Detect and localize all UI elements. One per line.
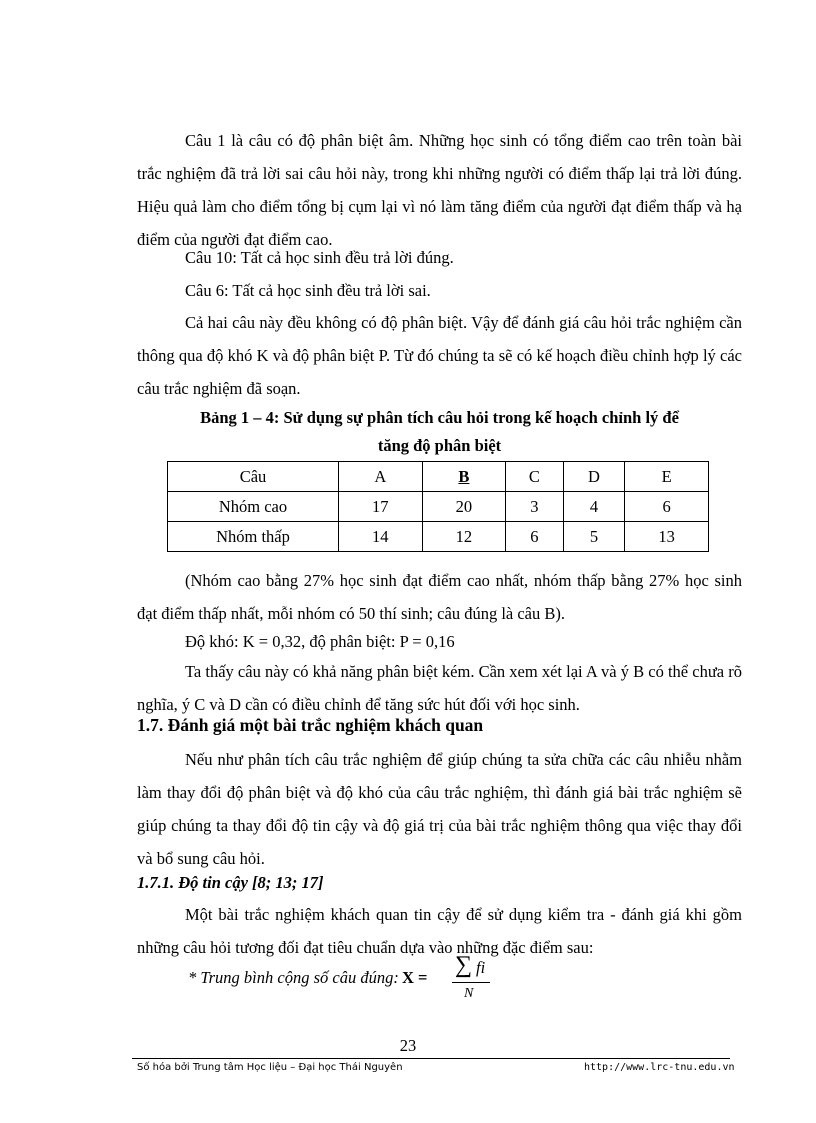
table-caption-line-1: Bảng 1 – 4: Sử dụng sự phân tích câu hỏi trong kế hoạch chỉnh lý để [200,408,679,427]
paragraph-difficulty-indices: Độ khó: K = 0,32, độ phân biệt: P = 0,16 [185,632,455,651]
formula-label: * Trung bình cộng số câu đúng: [188,968,399,987]
table-cell: 13 [625,522,709,552]
paragraph-question-6: Câu 6: Tất cả học sinh đều trả lời sai. [185,281,431,300]
table-header-cell: D [563,462,625,492]
footer-divider [132,1058,730,1059]
footer-source: Số hóa bởi Trung tâm Học liệu – Đại học Thái Nguyên [137,1062,403,1073]
paragraph-question-10: Câu 10: Tất cả học sinh đều trả lời đúng. [185,248,454,267]
table-row [168,522,709,552]
formula-numerator: fi [476,958,486,977]
table-cell: 4 [563,492,625,522]
table-header-cell-correct-answer [422,462,506,492]
table-header-cell: C [506,462,563,492]
table-cell: Nhóm thấp [168,522,339,552]
formula-lhs: X = [402,968,428,987]
subsection-heading: 1.7.1. Độ tin cậy [8; 13; 17] [137,873,324,892]
section-heading: 1.7. Đánh giá một bài trắc nghiệm khách quan [137,715,484,735]
sigma-symbol: ∑ [455,952,473,978]
table-cell: Nhóm cao [168,492,339,522]
correct-answer-label: B [458,466,470,486]
footer-url: http://www.lrc-tnu.edu.vn [584,1062,735,1073]
table-cell: 14 [339,522,423,552]
paragraph-subsection-body: Một bài trắc nghiệm khách quan tin cậy để sử dụng kiểm tra - đánh giá khi gồm những câu hỏi tương đối đạt tiêu chuẩn dựa vào những đặc điểm sau: [137,905,742,957]
table-cell: 6 [625,492,709,522]
table-caption-line-2: tăng độ phân biệt [377,436,502,455]
paragraph-group-note: (Nhóm cao bằng 27% học sinh đạt điểm cao nhất, nhóm thấp bằng 27% học sinh đạt điểm thấp nhất, mỗi nhóm có 50 thí sinh; câu đúng là câu B). [137,571,742,623]
table-header-cell: E [625,462,709,492]
table-cell: 5 [563,522,625,552]
table-cell: 3 [506,492,563,522]
table-header-cell: Câu [168,462,339,492]
table-cell: 20 [422,492,506,522]
mean-formula [188,952,518,1018]
table-row [168,492,709,522]
paragraph-question-1: Câu 1 là câu có độ phân biệt âm. Những học sinh có tổng điểm cao trên toàn bài trắc nghiệm đã trả lời sai câu hỏi này, trong khi những người có điểm thấp lại trả lời đúng. Hiệu quả làm cho điểm tổng bị cụm lại vì nó làm tăng điểm của người đạt điểm thấp và hạ điểm của người đạt điểm cao. [137,131,742,249]
item-analysis-table [167,461,709,552]
paragraph-no-discrimination: Cả hai câu này đều không có độ phân biệt. Vậy để đánh giá câu hỏi trắc nghiệm cần thông qua độ khó K và độ phân biệt P. Từ đó chúng ta sẽ có kế hoạch điều chỉnh hợp lý các câu trắc nghiệm đã soạn. [137,313,742,398]
table-cell: 12 [422,522,506,552]
page-number: 23 [399,1036,417,1055]
table-header-cell: A [339,462,423,492]
formula-denominator: N [464,986,474,1001]
fraction-bar [452,982,490,983]
table-cell: 17 [339,492,423,522]
table-cell: 6 [506,522,563,552]
paragraph-section-body: Nếu như phân tích câu trắc nghiệm để giúp chúng ta sửa chữa các câu nhiễu nhằm làm thay đổi độ phân biệt và độ khó của câu trắc nghiệm, thì đánh giá bài trắc nghiệm sẽ giúp chúng ta thay đổi độ tin cậy và độ giá trị của bài trắc nghiệm thông qua việc thay đổi và bổ sung câu hỏi. [137,750,742,868]
table-header-row [168,462,709,492]
paragraph-conclusion: Ta thấy câu này có khả năng phân biệt kém. Cần xem xét lại A và ý B có thể chưa rõ nghĩa, ý C và D cần có điều chỉnh để tăng sức hút đối với học sinh. [137,662,742,714]
